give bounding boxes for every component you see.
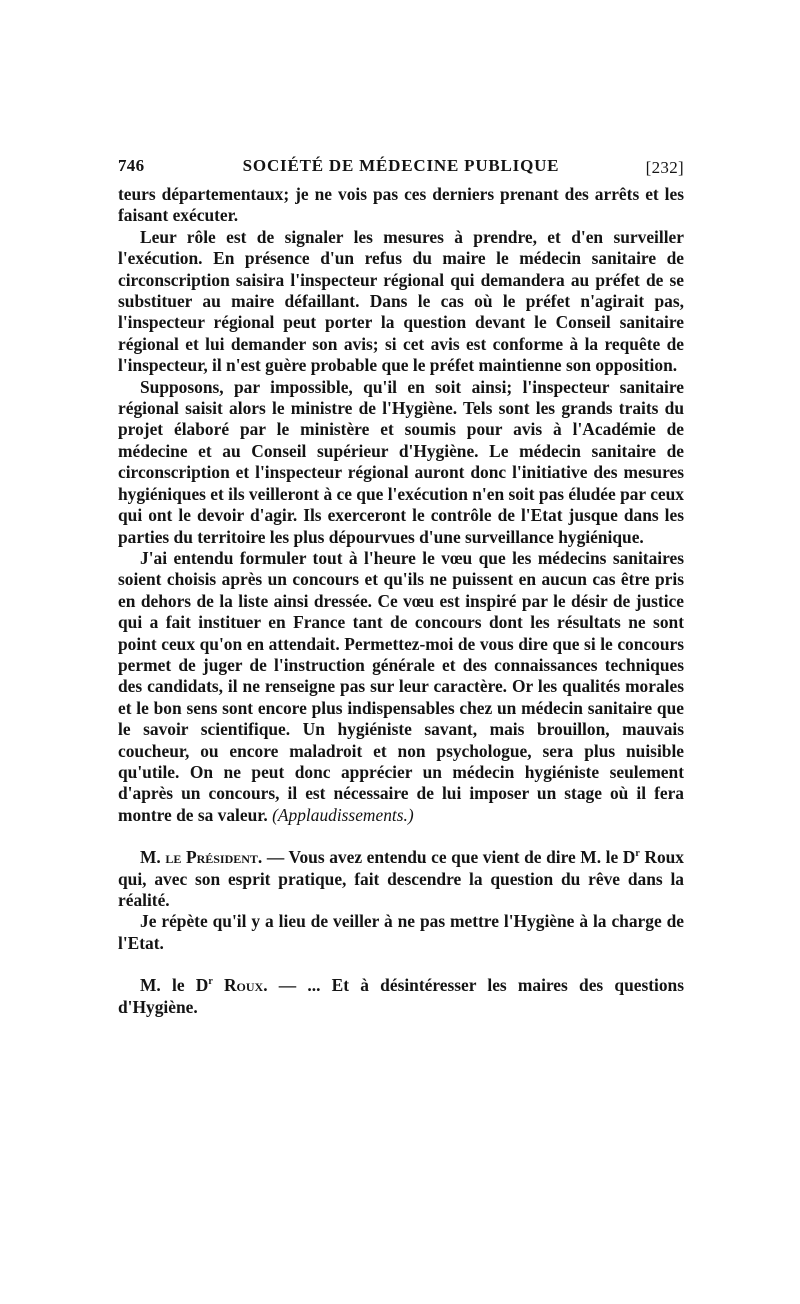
applause-note: (Applaudissements.) — [272, 804, 414, 825]
superscript: r — [208, 976, 213, 988]
bracket-page-number: [232] — [645, 158, 684, 177]
speech-text: — Vous avez entendu ce que vient de dire M. le D — [262, 847, 636, 868]
running-title: SOCIÉTÉ DE MÉDECINE PUBLIQUE — [242, 156, 560, 175]
paragraph: teurs départementaux; je ne vois pas ces derniers prenant des arrêts et les faisant exécuter. — [118, 184, 684, 226]
document-page — [118, 150, 684, 1018]
speech-text: Roux qui, avec son esprit pratique, fait descendre la question du rêve dans la réalité. — [118, 847, 685, 910]
speaker-label: M. le Président. — [140, 847, 263, 868]
paragraph-text: J'ai entendu formuler tout à l'heure le vœu que les médecins sanitaires soient choisis après un concours et qu'ils ne puissent en aucun cas être pris en dehors de la liste ainsi dressée. Ce vœu est inspiré par le désir de justice qui a fait instituer en France tant de concours dont les résultats ne sont point ceux qu'on en attendait. Permettez-moi de vous dire que si le concours permet de juger de l'instruction générale et des connaissances techniques des candidats, il ne renseigne pas sur leur caractère. Or les qualités morales et le bon sens sont encore plus indispensables chez un médecin sanitaire que le savoir scientifique. Un hygiéniste savant, mais brouillon, mauvais coucheur, ou encore maladroit et non psychologue, sera plus nuisible qu'utile. On ne peut donc apprécier un médecin hygiéniste seulement d'après un concours, il est nécessaire de lui imposer un stage où il fera montre de sa valeur. — [118, 547, 684, 825]
paragraph: Supposons, par impossible, qu'il en soit ainsi; l'inspecteur sanitaire régional saisit alors le ministre de l'Hygiène. Tels sont les grands traits du projet élaboré par le ministère et soumis pour avis à l'Académie de médecine et au Conseil supérieur d'Hygiène. Le médecin sanitaire de circonscription et l'inspecteur régional auront donc l'initiative des mesures hygiéniques et ils veilleront à ce que l'exécution n'en soit pas éludée par ceux qui ont le devoir d'agir. Ils exerceront le contrôle de l'Etat jusque dans les parties du territoire les plus dépourvues d'une surveillance hygiénique. — [118, 376, 684, 547]
paragraph — [118, 548, 684, 826]
speaker-label: Roux. — [212, 975, 268, 996]
superscript: r — [635, 848, 640, 860]
speech-text: — ... Et à désintéresser les maires des questions d'Hygiène. — [118, 975, 684, 1017]
paragraph: Leur rôle est de signaler les mesures à prendre, et d'en surveiller l'exécution. En présence d'un refus du maire le médecin sanitaire de circonscription saisira l'inspecteur régional qui demandera au préfet de se substituer au maire défaillant. Dans le cas où le préfet n'agirait pas, l'inspecteur régional peut porter la question devant le Conseil sanitaire régional et lui demander son avis; si cet avis est conforme à la requête de l'inspecteur, il n'est guère probable que le préfet maintienne son opposition. — [118, 226, 684, 376]
speech-president — [118, 847, 684, 911]
page-number: 746 — [118, 156, 145, 175]
body-text — [118, 184, 684, 1018]
speech-roux — [118, 975, 684, 1018]
speaker-prefix: M. le D — [140, 975, 209, 996]
paragraph: Je répète qu'il y a lieu de veiller à ne pas mettre l'Hygiène à la charge de l'Etat. — [118, 911, 684, 953]
running-head — [118, 150, 684, 184]
